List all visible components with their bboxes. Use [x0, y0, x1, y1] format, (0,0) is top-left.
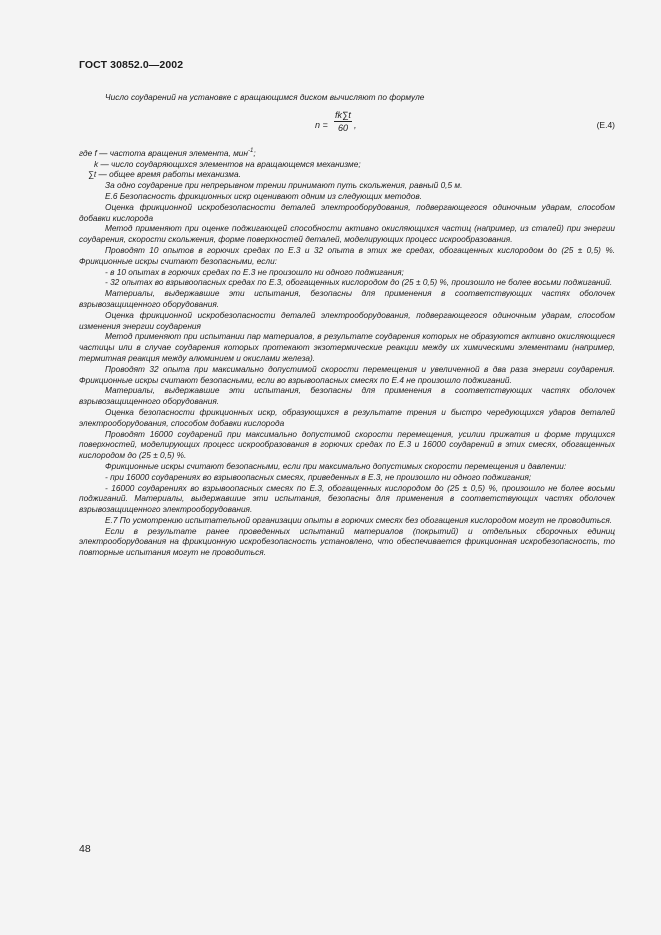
formula-number: (Е.4) — [596, 119, 615, 130]
definition-f — [79, 146, 615, 159]
formula-intro: Число соударений на установке с вращающимся диском вычисляют по формуле — [105, 92, 425, 102]
document-body — [79, 92, 615, 558]
paragraph: Метод применяют при оценке поджигающей способности активно окисляющихся частиц (например, из сталей) при энергии соударения, скорости скольжения, форме поверхностей деталей, моделирующих процесс искрообразования. — [79, 223, 615, 245]
list-item: - в 10 опытах в горючих средах по Е.3 не произошло ни одного поджигания; — [105, 266, 404, 277]
formula-lhs: n = — [315, 119, 328, 130]
definition-f-sup: -1 — [247, 147, 254, 154]
definition-k: k — число соударяющихся элементов на вращающемся механизме; — [94, 158, 361, 169]
formula-numerator: fk∑t — [335, 109, 351, 120]
paragraph: Проводят 10 опытов в горючих средах по Е.3 и 32 опыта в этих же средах, обогащенных кислородом до (25 ± 0,5) %. Фрикционные искры считают безопасными, если: — [79, 244, 615, 266]
formula-tail: , — [354, 119, 357, 130]
document-header: ГОСТ 30852.0—2002 — [79, 59, 184, 71]
formula-e4 — [79, 109, 615, 142]
paragraph: Оценка фрикционной искробезопасности деталей электрооборудования, подвергающегося одиночным ударам, способом изменения энергии соударения — [79, 309, 615, 331]
paragraph: Если в результате ранее проведенных испытаний материалов (покрытий) и отдельных сборочных единиц электрооборудования на фрикционную искробезопасность установлено, что обеспечивается фрикционная искробезопасность, то повторные испытания могут не проводиться. — [79, 525, 615, 558]
paragraph: Фрикционные искры считают безопасными, если при максимально допустимых скорости перемещения и давлении: — [105, 460, 567, 471]
formula-denominator: 60 — [337, 122, 348, 133]
list-item: - 32 опытах во взрывоопасных средах по Е.3, обогащенных кислородом до (25 ± 0,5) %, произошло не более восьми поджиганий. — [105, 277, 613, 288]
paragraph: Оценка фрикционной искробезопасности деталей электрооборудования, подвергающегося одиночным ударам, способом добавки кислорода — [79, 201, 615, 223]
paragraph: Материалы, выдержавшие эти испытания, безопасны для применения в соответствующих частях оболочек взрывозащищенного оборудования. — [79, 385, 615, 407]
list-item: - 16000 соударениях во взрывоопасных смесях по Е.3, обогащенных кислородом до (25 ± 0,5) %, произошло не более восьми поджиганий. Материалы, выдержавшие эти испытания, безопасны для применения в соответствующих частях оболочек взрывозащищенного электрооборудования. — [79, 482, 615, 515]
list-item: - при 16000 соударениях во взрывоопасных смесях, приведенных в Е.3, не произошло ни одного поджигания; — [105, 471, 532, 482]
paragraph: Е.6 Безопасность фрикционных искр оценивают одним из следующих методов. — [105, 190, 422, 201]
paragraph: Проводят 32 опыта при максимально допустимой скорости перемещения и увеличенной в два раза энергии соударения. Фрикционные искры считают безопасными, если во взрывоопасных смесях по Е.4 не произошло поджиганий. — [79, 363, 615, 385]
definition-f-end: ; — [253, 147, 256, 158]
paragraph: Материалы, выдержавшие эти испытания, безопасны для применения в соответствующих частях оболочек взрывозащищенного оборудования. — [79, 288, 615, 309]
page-number: 48 — [79, 843, 91, 855]
definition-f-text: где f — частота вращения элемента, мин — [79, 147, 248, 158]
paragraph: Оценка безопасности фрикционных искр, образующихся в результате трения и быстро чередующихся ударов деталей электрооборудования, способом добавки кислорода — [79, 406, 615, 428]
definition-t: ∑t — общее время работы механизма. — [88, 169, 241, 180]
paragraph: Е.7 По усмотрению испытательной организации опыты в горючих смесях без обогащения кислородом могут не проводиться. — [105, 514, 613, 525]
paragraph: Метод применяют при испытании пар материалов, в результате соударения которых не образуются активно окисляющиеся частицы или в случае соударения которых протекают экзотермические реакции между их химическими элементами (например, термитная реакция между алюминием и окислами железа). — [79, 331, 615, 363]
paragraph: Проводят 16000 соударений при максимально допустимой скорости перемещения, усилии прижатия и форме трущихся поверхностей, моделирующих процесс искрообразования в горючих средах по Е.3 и 16000 соударений в этих смесях, обогащенных кислородом до (25 ± 0,5) %. — [79, 428, 615, 461]
formula-fraction — [334, 109, 352, 134]
paragraph: За одно соударение при непрерывном трении принимают путь скольжения, равный 0,5 м. — [105, 180, 463, 191]
